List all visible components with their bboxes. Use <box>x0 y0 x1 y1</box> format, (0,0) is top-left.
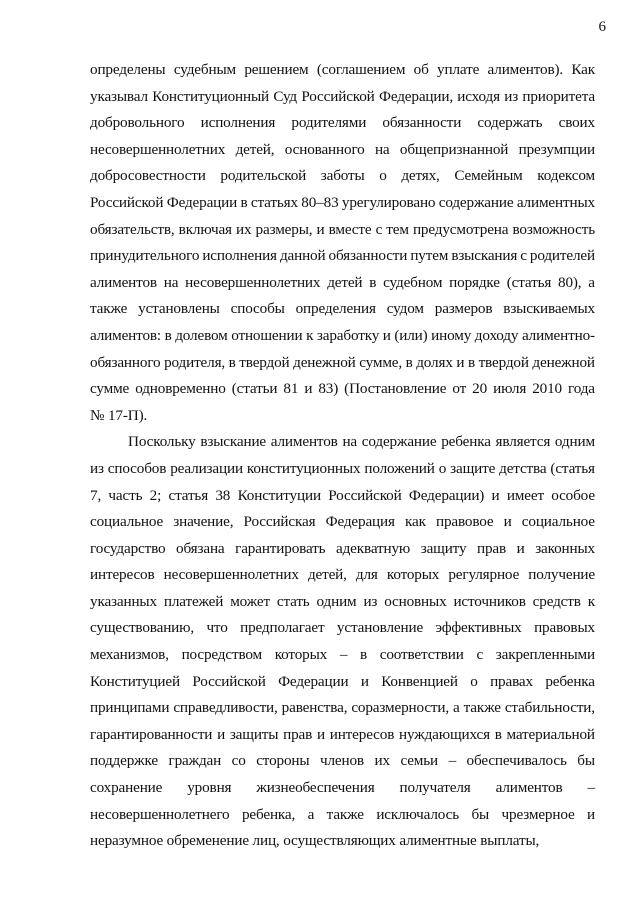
word: об <box>413 61 429 78</box>
word: и <box>516 539 525 557</box>
word: возможность <box>512 220 595 238</box>
word: а <box>588 273 595 291</box>
word: в <box>359 646 368 664</box>
word: ребенка <box>545 672 595 690</box>
word: 2010 <box>532 380 562 398</box>
word: часть <box>108 486 143 504</box>
word: стабильности, <box>504 699 595 717</box>
word: предусмотрена <box>412 220 509 238</box>
word: также <box>90 300 128 318</box>
word: алиментов <box>90 273 157 291</box>
word: Конвенцией <box>381 672 458 690</box>
text-line <box>90 110 595 137</box>
word: (статья <box>550 459 595 477</box>
word: взыскиваемых <box>503 300 595 318</box>
text-line <box>90 615 595 642</box>
word: законных <box>535 539 595 557</box>
text-line <box>90 695 595 722</box>
word: алиментно- <box>521 326 595 344</box>
word: указывал <box>90 87 148 105</box>
text-line: № 17-П). <box>90 406 148 424</box>
word: к <box>587 592 595 610</box>
page-number: 6 <box>598 19 606 35</box>
word: Российской <box>301 87 375 105</box>
text-line <box>90 137 595 164</box>
word: размеров <box>434 300 493 318</box>
word: доходу <box>474 326 519 344</box>
word: судом <box>386 300 424 318</box>
word: о <box>438 459 447 477</box>
word: включая <box>178 220 232 238</box>
word: в <box>494 725 502 743</box>
word: 7, <box>90 486 102 504</box>
word: тем <box>386 220 409 238</box>
word: материальной <box>506 725 595 743</box>
word: года <box>568 380 595 398</box>
word: Семейным <box>454 167 523 185</box>
word: правовых <box>534 619 595 637</box>
word: Российской <box>328 486 402 504</box>
word: алиментных <box>516 193 595 211</box>
word: социальное <box>521 513 595 531</box>
word: Суд <box>273 87 298 105</box>
word: общепризнанной <box>399 140 509 158</box>
word: Федерации) <box>408 486 485 504</box>
word: которых <box>386 566 440 584</box>
word: стать <box>276 592 310 610</box>
word: июля <box>493 380 527 398</box>
word: с <box>520 247 527 265</box>
word: уплате <box>437 61 480 78</box>
word: сумме, <box>359 353 403 371</box>
word: сохранение <box>90 779 163 797</box>
word: несовершеннолетних <box>163 566 299 584</box>
paragraph <box>90 57 595 429</box>
word: судебном <box>383 273 443 291</box>
word: эффективных <box>435 619 522 637</box>
word: несовершеннолетних <box>185 273 321 291</box>
word: является <box>495 433 551 451</box>
word: Федерации, <box>378 87 453 105</box>
word: о <box>379 167 387 185</box>
document-body <box>90 57 595 855</box>
word: детей <box>327 273 363 291</box>
word: и <box>316 725 325 743</box>
word: и <box>503 513 512 531</box>
word: основных <box>384 592 447 610</box>
word: – <box>339 646 348 664</box>
text-line <box>90 483 595 510</box>
word: размеры, <box>255 220 313 238</box>
word: бы <box>471 805 490 823</box>
text-line <box>90 376 595 403</box>
word: и <box>587 805 595 823</box>
text-line <box>90 536 595 563</box>
word: соответствии <box>379 646 464 664</box>
word: обязательств, <box>90 220 175 238</box>
word: детства <box>499 459 547 477</box>
word: Федерация <box>325 513 395 531</box>
word: заботы <box>320 167 365 185</box>
word: механизмов, <box>90 646 169 664</box>
word: алиментов <box>270 433 338 451</box>
word: и <box>382 326 391 344</box>
text-line <box>90 323 595 350</box>
word: установлены <box>138 300 220 318</box>
word: для <box>355 566 378 584</box>
word: Российской <box>90 193 164 211</box>
word: интересов <box>90 566 155 584</box>
word: детей, <box>235 140 275 158</box>
word: которых <box>274 646 328 664</box>
word: и <box>491 486 500 504</box>
word: 20 <box>472 380 488 398</box>
text-line <box>90 84 595 111</box>
text-line <box>90 217 595 244</box>
word: Конституцией <box>90 672 180 690</box>
word: установление <box>336 619 424 637</box>
word: ребенка <box>441 433 491 451</box>
word: адекватную <box>336 539 411 557</box>
word: порядке <box>449 273 500 291</box>
word: их <box>374 752 390 770</box>
word: и <box>304 380 313 398</box>
word: может <box>230 592 270 610</box>
word: стороны <box>256 752 310 770</box>
word: алиментов). <box>487 61 564 78</box>
word: в <box>467 353 475 371</box>
word: что <box>206 619 228 637</box>
word: семьи <box>400 752 439 770</box>
word: (статьи <box>231 380 278 398</box>
word: родительской <box>220 167 307 185</box>
word: способов <box>107 459 167 477</box>
word: кодексом <box>537 167 595 185</box>
word: (или) <box>394 326 428 344</box>
word: твердой <box>478 353 529 371</box>
word: 80), <box>558 273 582 291</box>
word: в <box>369 273 377 291</box>
word: содержать <box>477 114 543 132</box>
word: особое <box>551 486 595 504</box>
text-line <box>90 802 595 829</box>
word: регулярное <box>448 566 520 584</box>
word: 38 <box>215 486 231 504</box>
text-line <box>90 669 595 696</box>
word: интересов <box>329 725 395 743</box>
word: принудительного <box>90 247 200 265</box>
word: граждан <box>168 752 222 770</box>
word: и <box>360 672 369 690</box>
word: соразмерности, <box>351 699 450 717</box>
word: о <box>470 672 478 690</box>
word: и <box>217 725 226 743</box>
paragraph <box>90 429 595 855</box>
text-line <box>90 296 595 323</box>
word: также <box>463 699 501 717</box>
word: уровня <box>187 779 232 797</box>
word: обязана <box>176 539 225 557</box>
word: содержание <box>438 193 514 211</box>
word: родителей <box>529 247 595 265</box>
text-line: неразумное обременение лиц, осуществляющих алиментные выплаты, <box>90 832 540 850</box>
word: основанного <box>284 140 365 158</box>
word: положений <box>364 459 435 477</box>
word: обязанности <box>382 114 462 132</box>
word: приоритета <box>522 87 595 105</box>
word: защите <box>450 459 496 477</box>
word: существованию, <box>90 619 194 637</box>
text-line <box>90 775 595 802</box>
word: от <box>452 380 467 398</box>
word: получение <box>528 566 595 584</box>
word: детей, <box>307 566 347 584</box>
word: исполнения <box>202 247 277 265</box>
word: урегулировано <box>341 193 436 211</box>
word: справедливости, <box>173 699 278 717</box>
word: 80–83 <box>301 193 339 211</box>
word: иному <box>431 326 472 344</box>
word: реализации <box>170 459 243 477</box>
word: из <box>504 87 519 105</box>
text-line <box>90 270 595 297</box>
word: посредством <box>181 646 262 664</box>
word: взыскание <box>200 433 267 451</box>
word: определены <box>90 61 166 78</box>
word: долях <box>416 353 453 371</box>
word: чрезмерное <box>501 805 575 823</box>
text-line <box>90 748 595 775</box>
word: добросовестности <box>90 167 206 185</box>
word: защиту <box>420 539 467 557</box>
word: а <box>453 699 460 717</box>
word: на <box>374 140 390 158</box>
word: (соглашением <box>316 61 406 78</box>
word: путем <box>410 247 449 265</box>
word: Федерации <box>278 672 349 690</box>
word: закрепленными <box>495 646 595 664</box>
text-line <box>90 456 595 483</box>
word: денежной <box>293 353 356 371</box>
word: гарантировать <box>235 539 326 557</box>
word: с <box>476 646 484 664</box>
word: в <box>164 326 172 344</box>
word: Как <box>571 61 595 78</box>
word: государство <box>90 539 166 557</box>
word: источников <box>453 592 526 610</box>
word: судебным <box>173 61 236 78</box>
word: 2; <box>149 486 162 504</box>
word: обеспечивалось <box>466 752 567 770</box>
word: значение, <box>173 513 234 531</box>
text-line <box>90 722 595 749</box>
word: гарантированности <box>90 725 213 743</box>
word: получателя <box>399 779 471 797</box>
word: правах <box>490 672 533 690</box>
word: определения <box>295 300 376 318</box>
word: ребенка, <box>241 805 296 823</box>
word: взыскания <box>451 247 518 265</box>
word: обязанного <box>90 353 161 371</box>
word: прав <box>283 725 313 743</box>
word: бы <box>577 752 595 770</box>
word: исключалось <box>376 805 459 823</box>
word: в <box>405 353 413 371</box>
word: как <box>404 513 426 531</box>
word: статья <box>168 486 209 504</box>
word: указанных <box>90 592 157 610</box>
word: в <box>240 193 248 211</box>
word: презумпции <box>518 140 595 158</box>
word: вместе <box>328 220 372 238</box>
word: средств <box>532 592 581 610</box>
text-line <box>90 163 595 190</box>
text-line <box>90 429 595 456</box>
word: отношении <box>231 326 303 344</box>
text-line <box>90 190 595 217</box>
word: 81 <box>283 380 299 398</box>
word: – <box>448 752 457 770</box>
text-line <box>90 562 595 589</box>
word: также <box>326 805 364 823</box>
word: несовершеннолетних <box>90 140 226 158</box>
text-line <box>90 243 595 270</box>
word: сумме <box>90 380 130 398</box>
word: статьях <box>250 193 298 211</box>
word: прав <box>477 539 507 557</box>
word: Конституции <box>237 486 321 504</box>
word: Конституционный <box>152 87 270 105</box>
word: исходя <box>457 87 500 105</box>
word: защиты <box>229 725 279 743</box>
word: родителями <box>291 114 367 132</box>
word: правовое <box>435 513 494 531</box>
word: алиментов: <box>90 326 161 344</box>
word: на <box>342 433 358 451</box>
word: их <box>236 220 252 238</box>
word: родителя, <box>164 353 226 371</box>
word: в <box>228 353 236 371</box>
word: одним <box>316 592 357 610</box>
word: 83) <box>318 380 339 398</box>
word: одновременно <box>135 380 226 398</box>
text-line <box>90 509 595 536</box>
word: равенства, <box>281 699 348 717</box>
word: – <box>587 779 595 797</box>
word: со <box>231 752 246 770</box>
word: Российская <box>243 513 316 531</box>
word: Федерации <box>166 193 238 211</box>
word: принципами <box>90 699 170 717</box>
word: твердой <box>239 353 290 371</box>
word: (статья <box>506 273 552 291</box>
word: несовершеннолетнего <box>90 805 230 823</box>
word: исполнения <box>200 114 276 132</box>
word: из <box>363 592 378 610</box>
word: социальное <box>90 513 164 531</box>
word: одним <box>554 433 595 451</box>
word: поддержке <box>90 752 158 770</box>
word: к <box>306 326 314 344</box>
text-line <box>90 589 595 616</box>
word: и <box>456 353 465 371</box>
word: долевом <box>175 326 228 344</box>
word: данной <box>279 247 326 265</box>
word: денежной <box>532 353 595 371</box>
word: решением <box>244 61 309 78</box>
word: (Постановление <box>344 380 447 398</box>
word: из <box>90 459 104 477</box>
word: с <box>375 220 383 238</box>
word: способы <box>230 300 285 318</box>
word: членов <box>320 752 364 770</box>
word: имеет <box>506 486 544 504</box>
text-line <box>90 350 595 377</box>
word: предполагает <box>240 619 325 637</box>
word: Российской <box>192 672 266 690</box>
text-line <box>90 57 595 84</box>
word: заработку <box>316 326 380 344</box>
word: жизнеобеспечения <box>256 779 375 797</box>
text-line <box>90 642 595 669</box>
word: добровольного <box>90 114 185 132</box>
word: Поскольку <box>128 433 196 451</box>
word: обязанности <box>328 247 408 265</box>
word: а <box>307 805 315 823</box>
word: содержание <box>361 433 437 451</box>
word: детях, <box>401 167 440 185</box>
word: конституционных <box>246 459 361 477</box>
word: алиментов <box>495 779 563 797</box>
word: нуждающихся <box>399 725 490 743</box>
word: на <box>163 273 179 291</box>
word: и <box>316 220 325 238</box>
word: своих <box>558 114 595 132</box>
word: платежей <box>163 592 224 610</box>
